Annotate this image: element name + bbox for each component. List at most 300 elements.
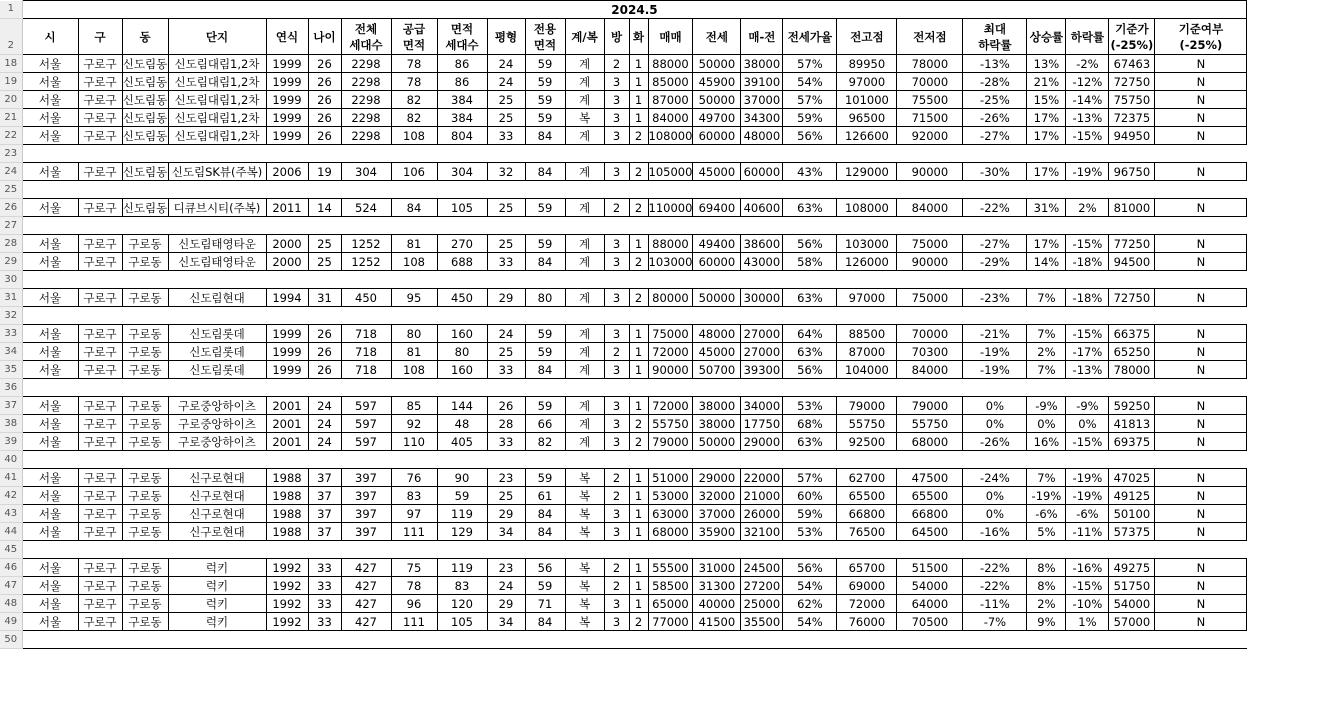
cell-dong[interactable]: 구로동 [122, 523, 168, 541]
cell-sale-price[interactable]: 72000 [648, 397, 693, 415]
cell-age[interactable]: 14 [308, 199, 341, 217]
cell-jeonse-price[interactable]: 49700 [693, 109, 741, 127]
cell-age[interactable]: 31 [308, 289, 341, 307]
cell-total-households[interactable]: 427 [341, 613, 391, 631]
cell-total-households[interactable]: 304 [341, 163, 391, 181]
cell-dong[interactable] [122, 145, 168, 163]
cell-high-price[interactable] [837, 181, 897, 199]
cell-total-households[interactable]: 2298 [341, 55, 391, 73]
cell-max-drop-rate[interactable]: -26% [963, 433, 1027, 451]
cell-high-price[interactable]: 69000 [837, 577, 897, 595]
cell-baths[interactable]: 1 [629, 235, 648, 253]
cell-exclusive-area[interactable] [525, 181, 565, 199]
cell-high-price[interactable] [837, 541, 897, 559]
cell-max-drop-rate[interactable]: -22% [963, 577, 1027, 595]
cell-baths[interactable]: 2 [629, 199, 648, 217]
cell-area-households[interactable]: 119 [437, 505, 487, 523]
cell-high-price[interactable]: 62700 [837, 469, 897, 487]
cell-type[interactable] [565, 631, 604, 649]
cell-low-price[interactable] [897, 145, 963, 163]
row-number[interactable]: 28 [0, 235, 22, 253]
cell-jeonse-ratio[interactable]: 59% [783, 505, 837, 523]
cell-low-price[interactable] [897, 307, 963, 325]
cell-area-households[interactable] [437, 541, 487, 559]
cell-gu[interactable]: 구로구 [78, 73, 122, 91]
cell-dong[interactable]: 구로동 [122, 559, 168, 577]
row-number[interactable]: 30 [0, 271, 22, 289]
cell-base-price[interactable]: 72375 [1109, 109, 1155, 127]
cell-pyeong[interactable] [487, 451, 525, 469]
header-total-households[interactable]: 전체 세대수 [341, 19, 391, 55]
cell-sale-minus-jeonse[interactable]: 26000 [741, 505, 783, 523]
cell-drop-rate[interactable]: 2% [1066, 199, 1109, 217]
cell-pyeong[interactable] [487, 541, 525, 559]
cell-jeonse-ratio[interactable]: 63% [783, 343, 837, 361]
cell-high-price[interactable]: 129000 [837, 163, 897, 181]
cell-sale-price[interactable]: 103000 [648, 254, 693, 269]
row-number[interactable]: 1 [0, 1, 22, 19]
row-number[interactable]: 36 [0, 379, 22, 397]
cell-rooms[interactable]: 3 [604, 397, 629, 415]
cell-high-price[interactable]: 103000 [837, 235, 897, 253]
cell-gu[interactable]: 구로구 [78, 415, 122, 433]
cell-age[interactable]: 24 [308, 397, 341, 415]
cell-rise-rate[interactable]: -6% [1027, 505, 1066, 523]
cell-type[interactable] [565, 217, 604, 235]
cell-base-flag[interactable] [1155, 145, 1247, 163]
cell-gu[interactable]: 구로구 [78, 289, 122, 307]
sheet-title[interactable]: 2024.5 [22, 1, 1247, 19]
cell-complex[interactable]: 신구로현대 [168, 523, 266, 541]
cell-pyeong[interactable]: 25 [487, 91, 525, 109]
cell-drop-rate[interactable] [1066, 631, 1109, 649]
cell-type[interactable]: 계 [565, 343, 604, 361]
cell-si[interactable] [22, 217, 78, 235]
cell-gu[interactable]: 구로구 [78, 325, 122, 343]
cell-type[interactable] [565, 451, 604, 469]
cell-baths[interactable] [629, 271, 648, 289]
cell-sale-price[interactable]: 110000 [648, 200, 693, 215]
cell-si[interactable]: 서울 [22, 595, 78, 613]
cell-type[interactable]: 계 [565, 163, 604, 181]
cell-pyeong[interactable]: 25 [487, 199, 525, 217]
cell-base-price[interactable] [1109, 541, 1155, 559]
cell-sale-price[interactable]: 84000 [648, 109, 693, 127]
cell-dong[interactable] [122, 631, 168, 649]
cell-high-price[interactable]: 126600 [837, 127, 897, 145]
cell-age[interactable]: 26 [308, 325, 341, 343]
cell-exclusive-area[interactable]: 59 [525, 397, 565, 415]
cell-supply-area[interactable]: 82 [391, 109, 437, 127]
cell-sale-price[interactable]: 108000 [648, 128, 693, 143]
cell-base-price[interactable]: 47025 [1109, 469, 1155, 487]
cell-sale-minus-jeonse[interactable]: 34000 [741, 397, 783, 415]
cell-jeonse-price[interactable]: 50000 [693, 91, 741, 109]
cell-base-flag[interactable] [1155, 379, 1247, 397]
cell-supply-area[interactable]: 78 [391, 577, 437, 595]
cell-total-households[interactable]: 397 [341, 487, 391, 505]
cell-area-households[interactable]: 450 [437, 289, 487, 307]
cell-baths[interactable]: 2 [629, 289, 648, 307]
cell-max-drop-rate[interactable]: -28% [963, 73, 1027, 91]
cell-type[interactable]: 계 [565, 289, 604, 307]
cell-sale-minus-jeonse[interactable] [741, 181, 783, 199]
header-supply-area[interactable]: 공급 면적 [391, 19, 437, 55]
cell-type[interactable]: 복 [565, 559, 604, 577]
cell-jeonse-ratio[interactable] [783, 631, 837, 649]
cell-rooms[interactable] [604, 181, 629, 199]
cell-complex[interactable]: 신도림대림1,2차 [168, 73, 266, 91]
cell-area-households[interactable]: 86 [437, 73, 487, 91]
cell-dong[interactable] [122, 217, 168, 235]
cell-baths[interactable]: 1 [629, 343, 648, 361]
cell-drop-rate[interactable] [1066, 451, 1109, 469]
header-baths[interactable]: 화 [629, 19, 648, 55]
cell-low-price[interactable] [897, 541, 963, 559]
cell-low-price[interactable]: 79000 [897, 397, 963, 415]
cell-baths[interactable]: 1 [629, 325, 648, 343]
cell-jeonse-ratio[interactable]: 54% [783, 577, 837, 595]
cell-max-drop-rate[interactable]: 0% [963, 415, 1027, 433]
cell-complex[interactable]: 신도림현대 [168, 289, 266, 307]
cell-area-households[interactable]: 48 [437, 415, 487, 433]
cell-base-flag[interactable]: N [1155, 199, 1247, 217]
cell-drop-rate[interactable]: 1% [1066, 613, 1109, 631]
cell-exclusive-area[interactable]: 56 [525, 559, 565, 577]
cell-low-price[interactable]: 68000 [897, 433, 963, 451]
cell-baths[interactable]: 1 [629, 487, 648, 505]
cell-low-price[interactable]: 64500 [897, 523, 963, 541]
cell-exclusive-area[interactable] [525, 145, 565, 163]
cell-area-households[interactable]: 144 [437, 397, 487, 415]
header-exclusive-area[interactable]: 전용 면적 [525, 19, 565, 55]
cell-total-households[interactable] [341, 631, 391, 649]
cell-si[interactable]: 서울 [22, 487, 78, 505]
cell-jeonse-price[interactable] [693, 271, 741, 289]
cell-sale-minus-jeonse[interactable]: 21000 [741, 487, 783, 505]
cell-age[interactable] [308, 271, 341, 289]
cell-supply-area[interactable]: 97 [391, 505, 437, 523]
cell-age[interactable] [308, 181, 341, 199]
cell-max-drop-rate[interactable] [963, 541, 1027, 559]
cell-high-price[interactable]: 101000 [837, 91, 897, 109]
cell-pyeong[interactable]: 25 [487, 343, 525, 361]
cell-sale-minus-jeonse[interactable] [741, 379, 783, 397]
cell-total-households[interactable]: 397 [341, 469, 391, 487]
cell-si[interactable]: 서울 [22, 235, 78, 253]
cell-supply-area[interactable]: 75 [391, 559, 437, 577]
cell-drop-rate[interactable]: -19% [1066, 163, 1109, 181]
cell-jeonse-ratio[interactable]: 64% [783, 325, 837, 343]
cell-jeonse-price[interactable]: 48000 [693, 325, 741, 343]
cell-jeonse-ratio[interactable]: 63% [783, 289, 837, 307]
cell-low-price[interactable]: 70500 [897, 613, 963, 631]
cell-age[interactable]: 26 [308, 109, 341, 127]
cell-low-price[interactable]: 54000 [897, 577, 963, 595]
cell-complex[interactable]: 럭키 [168, 577, 266, 595]
cell-base-price[interactable]: 50100 [1109, 505, 1155, 523]
cell-built-year[interactable] [266, 271, 308, 289]
cell-exclusive-area[interactable]: 59 [525, 91, 565, 109]
cell-area-households[interactable]: 688 [437, 253, 487, 271]
cell-sale-price[interactable]: 90000 [648, 361, 693, 379]
cell-built-year[interactable]: 1992 [266, 577, 308, 595]
cell-age[interactable]: 19 [308, 163, 341, 181]
cell-exclusive-area[interactable]: 84 [525, 163, 565, 181]
cell-complex[interactable]: 신도림대림1,2차 [168, 55, 266, 73]
cell-built-year[interactable]: 2001 [266, 397, 308, 415]
cell-high-price[interactable]: 87000 [837, 343, 897, 361]
cell-sale-minus-jeonse[interactable] [741, 145, 783, 163]
cell-area-households[interactable]: 160 [437, 325, 487, 343]
cell-pyeong[interactable]: 34 [487, 523, 525, 541]
cell-complex[interactable] [168, 451, 266, 469]
cell-jeonse-price[interactable]: 50000 [693, 55, 741, 73]
cell-high-price[interactable]: 65700 [837, 559, 897, 577]
cell-rooms[interactable]: 2 [604, 559, 629, 577]
cell-si[interactable]: 서울 [22, 73, 78, 91]
cell-drop-rate[interactable] [1066, 181, 1109, 199]
cell-max-drop-rate[interactable]: -27% [963, 235, 1027, 253]
cell-exclusive-area[interactable] [525, 217, 565, 235]
cell-pyeong[interactable] [487, 145, 525, 163]
cell-dong[interactable] [122, 181, 168, 199]
cell-sale-minus-jeonse[interactable] [741, 307, 783, 325]
cell-high-price[interactable]: 88500 [837, 325, 897, 343]
cell-pyeong[interactable]: 23 [487, 559, 525, 577]
cell-total-households[interactable]: 718 [341, 325, 391, 343]
cell-sale-price[interactable]: 75000 [648, 325, 693, 343]
cell-dong[interactable]: 신도림동 [122, 200, 168, 215]
cell-sale-minus-jeonse[interactable] [741, 631, 783, 649]
cell-dong[interactable]: 구로동 [122, 325, 168, 343]
cell-built-year[interactable]: 1988 [266, 487, 308, 505]
cell-base-price[interactable]: 94950 [1109, 127, 1155, 145]
cell-supply-area[interactable]: 96 [391, 595, 437, 613]
cell-rooms[interactable]: 3 [604, 613, 629, 631]
cell-sale-price[interactable]: 55500 [648, 559, 693, 577]
cell-built-year[interactable] [266, 145, 308, 163]
cell-baths[interactable]: 1 [629, 559, 648, 577]
cell-supply-area[interactable] [391, 379, 437, 397]
cell-age[interactable] [308, 541, 341, 559]
cell-base-flag[interactable]: N [1155, 559, 1247, 577]
cell-total-households[interactable]: 2298 [341, 73, 391, 91]
cell-base-price[interactable] [1109, 271, 1155, 289]
cell-dong[interactable] [122, 271, 168, 289]
row-number[interactable]: 2 [0, 19, 22, 55]
cell-complex[interactable]: 신도림대림1,2차 [168, 127, 266, 145]
cell-built-year[interactable]: 1988 [266, 469, 308, 487]
cell-pyeong[interactable] [487, 217, 525, 235]
cell-dong[interactable]: 신도림동 [122, 92, 168, 107]
cell-sale-minus-jeonse[interactable]: 39300 [741, 361, 783, 379]
cell-jeonse-ratio[interactable] [783, 145, 837, 163]
cell-rise-rate[interactable] [1027, 181, 1066, 199]
cell-si[interactable] [22, 271, 78, 289]
cell-total-households[interactable]: 1252 [341, 235, 391, 253]
cell-jeonse-price[interactable] [693, 379, 741, 397]
cell-supply-area[interactable] [391, 145, 437, 163]
cell-rise-rate[interactable]: 9% [1027, 613, 1066, 631]
cell-type[interactable]: 복 [565, 523, 604, 541]
cell-base-price[interactable]: 51750 [1109, 577, 1155, 595]
cell-area-households[interactable]: 120 [437, 595, 487, 613]
cell-drop-rate[interactable]: -14% [1066, 91, 1109, 109]
cell-rise-rate[interactable]: 7% [1027, 289, 1066, 307]
cell-drop-rate[interactable]: -11% [1066, 523, 1109, 541]
cell-high-price[interactable] [837, 271, 897, 289]
cell-base-price[interactable]: 77250 [1109, 235, 1155, 253]
cell-type[interactable] [565, 181, 604, 199]
cell-area-households[interactable]: 160 [437, 361, 487, 379]
cell-low-price[interactable]: 70000 [897, 325, 963, 343]
header-high-price[interactable]: 전고점 [837, 19, 897, 55]
cell-supply-area[interactable]: 111 [391, 613, 437, 631]
cell-low-price[interactable]: 51500 [897, 559, 963, 577]
cell-low-price[interactable]: 78000 [897, 55, 963, 73]
cell-gu[interactable]: 구로구 [78, 127, 122, 145]
cell-rooms[interactable]: 2 [604, 577, 629, 595]
cell-base-flag[interactable]: N [1155, 253, 1247, 271]
cell-max-drop-rate[interactable]: -30% [963, 163, 1027, 181]
cell-type[interactable]: 계 [565, 325, 604, 343]
cell-low-price[interactable]: 47500 [897, 469, 963, 487]
cell-dong[interactable] [122, 541, 168, 559]
cell-jeonse-ratio[interactable]: 56% [783, 127, 837, 145]
cell-sale-minus-jeonse[interactable]: 27000 [741, 325, 783, 343]
cell-baths[interactable]: 2 [629, 163, 648, 181]
cell-rise-rate[interactable]: 5% [1027, 523, 1066, 541]
cell-max-drop-rate[interactable]: -23% [963, 289, 1027, 307]
cell-rise-rate[interactable]: 21% [1027, 73, 1066, 91]
cell-jeonse-ratio[interactable]: 63% [783, 433, 837, 451]
cell-gu[interactable]: 구로구 [78, 487, 122, 505]
cell-age[interactable]: 25 [308, 235, 341, 253]
cell-gu[interactable]: 구로구 [78, 235, 122, 253]
cell-max-drop-rate[interactable] [963, 379, 1027, 397]
cell-drop-rate[interactable]: -12% [1066, 73, 1109, 91]
cell-total-households[interactable] [341, 541, 391, 559]
cell-base-flag[interactable]: N [1155, 487, 1247, 505]
cell-low-price[interactable] [897, 379, 963, 397]
cell-rise-rate[interactable] [1027, 541, 1066, 559]
cell-supply-area[interactable]: 108 [391, 361, 437, 379]
cell-jeonse-ratio[interactable] [783, 181, 837, 199]
cell-exclusive-area[interactable] [525, 631, 565, 649]
cell-base-price[interactable]: 57000 [1109, 613, 1155, 631]
cell-sale-price[interactable]: 88000 [648, 55, 693, 73]
cell-drop-rate[interactable]: -2% [1066, 55, 1109, 73]
cell-built-year[interactable]: 2000 [266, 235, 308, 253]
cell-rooms[interactable]: 3 [604, 235, 629, 253]
cell-exclusive-area[interactable]: 82 [525, 433, 565, 451]
cell-low-price[interactable]: 84000 [897, 361, 963, 379]
cell-dong[interactable]: 구로동 [122, 289, 168, 307]
cell-sale-minus-jeonse[interactable]: 48000 [741, 127, 783, 145]
cell-rooms[interactable]: 3 [604, 163, 629, 181]
cell-rise-rate[interactable]: 14% [1027, 253, 1066, 271]
cell-baths[interactable]: 2 [629, 415, 648, 433]
cell-pyeong[interactable]: 23 [487, 469, 525, 487]
cell-complex[interactable] [168, 145, 266, 163]
cell-base-price[interactable]: 49275 [1109, 559, 1155, 577]
cell-drop-rate[interactable]: -19% [1066, 469, 1109, 487]
cell-sale-price[interactable] [648, 379, 693, 397]
cell-baths[interactable] [629, 145, 648, 163]
cell-exclusive-area[interactable]: 59 [525, 235, 565, 253]
cell-pyeong[interactable]: 24 [487, 577, 525, 595]
cell-jeonse-ratio[interactable] [783, 379, 837, 397]
cell-rooms[interactable]: 2 [604, 199, 629, 217]
cell-built-year[interactable]: 1994 [266, 289, 308, 307]
cell-exclusive-area[interactable] [525, 271, 565, 289]
row-number[interactable]: 50 [0, 631, 22, 649]
cell-age[interactable]: 37 [308, 523, 341, 541]
cell-supply-area[interactable]: 108 [391, 127, 437, 145]
cell-built-year[interactable]: 1999 [266, 127, 308, 145]
cell-gu[interactable]: 구로구 [78, 469, 122, 487]
cell-complex[interactable]: 신도림롯데 [168, 361, 266, 379]
cell-sale-price[interactable] [648, 217, 693, 235]
cell-high-price[interactable] [837, 145, 897, 163]
cell-total-households[interactable]: 597 [341, 415, 391, 433]
cell-high-price[interactable]: 92500 [837, 433, 897, 451]
cell-base-price[interactable] [1109, 145, 1155, 163]
cell-pyeong[interactable]: 24 [487, 55, 525, 73]
cell-sale-price[interactable]: 65000 [648, 595, 693, 613]
cell-baths[interactable]: 2 [629, 613, 648, 631]
cell-complex[interactable] [168, 271, 266, 289]
cell-base-flag[interactable]: N [1155, 577, 1247, 595]
cell-built-year[interactable]: 1992 [266, 595, 308, 613]
cell-sale-price[interactable]: 63000 [648, 505, 693, 523]
cell-si[interactable] [22, 451, 78, 469]
cell-exclusive-area[interactable]: 84 [525, 361, 565, 379]
cell-type[interactable]: 계 [565, 253, 604, 271]
cell-built-year[interactable]: 1999 [266, 55, 308, 73]
cell-si[interactable]: 서울 [22, 559, 78, 577]
row-number[interactable]: 23 [0, 145, 22, 163]
cell-built-year[interactable]: 1999 [266, 325, 308, 343]
cell-baths[interactable]: 2 [629, 433, 648, 451]
cell-rooms[interactable]: 2 [604, 343, 629, 361]
cell-base-price[interactable]: 78000 [1109, 361, 1155, 379]
cell-base-price[interactable] [1109, 181, 1155, 199]
cell-area-households[interactable] [437, 217, 487, 235]
cell-high-price[interactable] [837, 379, 897, 397]
cell-gu[interactable]: 구로구 [78, 343, 122, 361]
cell-area-households[interactable]: 80 [437, 343, 487, 361]
cell-exclusive-area[interactable]: 59 [525, 109, 565, 127]
cell-baths[interactable]: 1 [629, 55, 648, 73]
cell-base-flag[interactable]: N [1155, 55, 1247, 73]
cell-gu[interactable]: 구로구 [78, 559, 122, 577]
cell-dong[interactable]: 구로동 [122, 343, 168, 361]
cell-rooms[interactable]: 2 [604, 55, 629, 73]
cell-rooms[interactable]: 3 [604, 289, 629, 307]
cell-total-households[interactable]: 397 [341, 523, 391, 541]
cell-jeonse-ratio[interactable] [783, 451, 837, 469]
cell-area-households[interactable]: 59 [437, 487, 487, 505]
cell-total-households[interactable]: 427 [341, 595, 391, 613]
cell-age[interactable]: 26 [308, 343, 341, 361]
header-built-year[interactable]: 연식 [266, 19, 308, 55]
cell-drop-rate[interactable] [1066, 217, 1109, 235]
cell-age[interactable] [308, 217, 341, 235]
cell-sale-price[interactable]: 58500 [648, 577, 693, 595]
cell-built-year[interactable]: 2006 [266, 163, 308, 181]
